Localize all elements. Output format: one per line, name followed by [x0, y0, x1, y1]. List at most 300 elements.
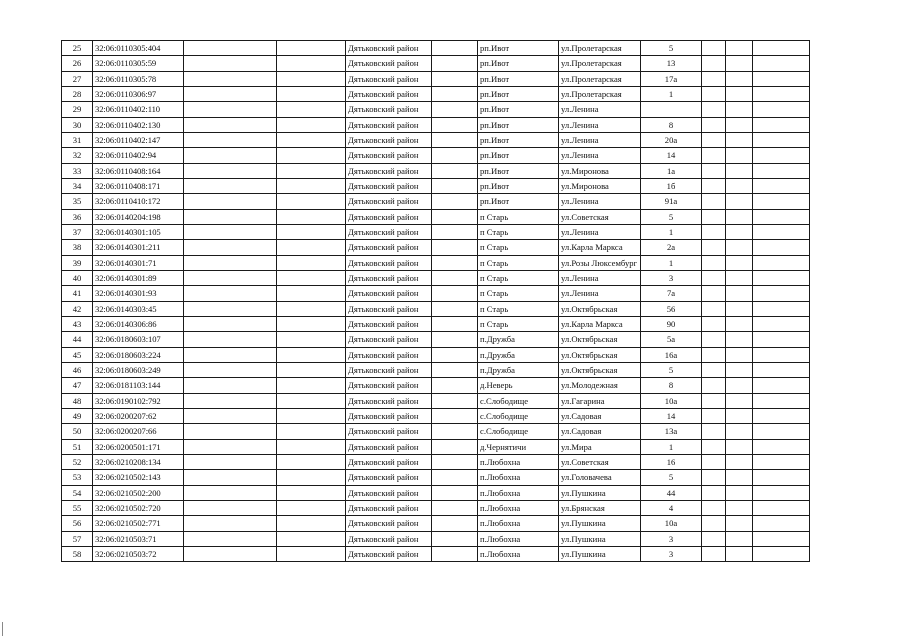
- empty-cell: [277, 240, 346, 255]
- table-row: [62, 71, 810, 86]
- cadastral-number: 32:06:0210502:200: [93, 485, 184, 500]
- row-number: 50: [62, 424, 93, 439]
- empty-cell: [277, 378, 346, 393]
- empty-cell: [702, 516, 726, 531]
- district-name: Дятьковский район: [346, 546, 432, 561]
- empty-cell: [277, 71, 346, 86]
- empty-cell: [277, 163, 346, 178]
- street-name: ул.Октябрьская: [559, 362, 641, 377]
- empty-cell: [277, 516, 346, 531]
- empty-cell: [726, 209, 753, 224]
- district-name: Дятьковский район: [346, 117, 432, 132]
- row-number: 43: [62, 316, 93, 331]
- empty-cell: [184, 378, 277, 393]
- empty-cell: [753, 286, 810, 301]
- empty-cell: [277, 132, 346, 147]
- table-row: [62, 194, 810, 209]
- house-number: 1: [641, 86, 702, 101]
- house-number: 2а: [641, 240, 702, 255]
- empty-cell: [432, 117, 478, 132]
- empty-cell: [753, 102, 810, 117]
- table-row: [62, 347, 810, 362]
- empty-cell: [726, 393, 753, 408]
- settlement-name: п.Любохна: [478, 485, 559, 500]
- empty-cell: [726, 332, 753, 347]
- empty-cell: [432, 209, 478, 224]
- empty-cell: [726, 102, 753, 117]
- empty-cell: [702, 132, 726, 147]
- row-number: 48: [62, 393, 93, 408]
- empty-cell: [184, 500, 277, 515]
- empty-cell: [753, 209, 810, 224]
- house-number: 10а: [641, 393, 702, 408]
- street-name: ул.Гагарина: [559, 393, 641, 408]
- empty-cell: [184, 485, 277, 500]
- empty-cell: [432, 132, 478, 147]
- empty-cell: [726, 41, 753, 56]
- settlement-name: п.Дружба: [478, 347, 559, 362]
- empty-cell: [184, 408, 277, 423]
- empty-cell: [277, 194, 346, 209]
- empty-cell: [432, 546, 478, 561]
- cadastral-number: 32:06:0180603:107: [93, 332, 184, 347]
- empty-cell: [753, 178, 810, 193]
- empty-cell: [753, 408, 810, 423]
- cadastral-number: 32:06:0200207:66: [93, 424, 184, 439]
- street-name: ул.Ленина: [559, 194, 641, 209]
- cadastral-number: 32:06:0140301:93: [93, 286, 184, 301]
- settlement-name: рп.Ивот: [478, 132, 559, 147]
- table-row: [62, 163, 810, 178]
- street-name: ул.Советская: [559, 209, 641, 224]
- settlement-name: п Старь: [478, 240, 559, 255]
- cadastral-number: 32:06:0110305:78: [93, 71, 184, 86]
- cadastral-number: 32:06:0140301:211: [93, 240, 184, 255]
- district-name: Дятьковский район: [346, 439, 432, 454]
- street-name: ул.Ленина: [559, 148, 641, 163]
- empty-cell: [184, 255, 277, 270]
- settlement-name: с.Слободище: [478, 424, 559, 439]
- table-row: [62, 316, 810, 331]
- house-number: 1: [641, 224, 702, 239]
- street-name: ул.Ленина: [559, 102, 641, 117]
- table-row: [62, 408, 810, 423]
- settlement-name: п Старь: [478, 255, 559, 270]
- empty-cell: [726, 470, 753, 485]
- district-name: Дятьковский район: [346, 408, 432, 423]
- empty-cell: [277, 347, 346, 362]
- street-name: ул.Пролетарская: [559, 71, 641, 86]
- cadastral-number: 32:06:0140301:89: [93, 270, 184, 285]
- street-name: ул.Ленина: [559, 270, 641, 285]
- table-row: [62, 378, 810, 393]
- empty-cell: [184, 102, 277, 117]
- empty-cell: [277, 439, 346, 454]
- house-number: 5: [641, 209, 702, 224]
- street-name: ул.Пушкина: [559, 516, 641, 531]
- empty-cell: [277, 332, 346, 347]
- cadastral-number: 32:06:0110402:130: [93, 117, 184, 132]
- empty-cell: [432, 270, 478, 285]
- cadastral-number: 32:06:0190102:792: [93, 393, 184, 408]
- row-number: 36: [62, 209, 93, 224]
- row-number: 45: [62, 347, 93, 362]
- empty-cell: [753, 240, 810, 255]
- district-name: Дятьковский район: [346, 500, 432, 515]
- house-number: 10а: [641, 516, 702, 531]
- house-number: 4: [641, 500, 702, 515]
- empty-cell: [432, 71, 478, 86]
- empty-cell: [184, 546, 277, 561]
- table-row: [62, 332, 810, 347]
- empty-cell: [277, 41, 346, 56]
- empty-cell: [753, 546, 810, 561]
- empty-cell: [753, 316, 810, 331]
- empty-cell: [753, 516, 810, 531]
- empty-cell: [702, 86, 726, 101]
- empty-cell: [702, 178, 726, 193]
- empty-cell: [702, 209, 726, 224]
- row-number: 29: [62, 102, 93, 117]
- cadastral-number: 32:06:0110402:94: [93, 148, 184, 163]
- district-name: Дятьковский район: [346, 516, 432, 531]
- cadastral-number: 32:06:0140301:105: [93, 224, 184, 239]
- house-number: 16а: [641, 347, 702, 362]
- empty-cell: [753, 485, 810, 500]
- empty-cell: [184, 270, 277, 285]
- empty-cell: [184, 316, 277, 331]
- district-name: Дятьковский район: [346, 531, 432, 546]
- empty-cell: [753, 163, 810, 178]
- empty-cell: [432, 531, 478, 546]
- empty-cell: [277, 224, 346, 239]
- district-name: Дятьковский район: [346, 209, 432, 224]
- settlement-name: п.Любохна: [478, 500, 559, 515]
- empty-cell: [432, 485, 478, 500]
- empty-cell: [726, 132, 753, 147]
- district-name: Дятьковский район: [346, 378, 432, 393]
- empty-cell: [702, 163, 726, 178]
- district-name: Дятьковский район: [346, 393, 432, 408]
- empty-cell: [702, 240, 726, 255]
- empty-cell: [432, 286, 478, 301]
- empty-cell: [277, 270, 346, 285]
- table-row: [62, 470, 810, 485]
- empty-cell: [753, 255, 810, 270]
- row-number: 58: [62, 546, 93, 561]
- empty-cell: [277, 286, 346, 301]
- empty-cell: [432, 41, 478, 56]
- table-row: [62, 424, 810, 439]
- district-name: Дятьковский район: [346, 270, 432, 285]
- empty-cell: [753, 86, 810, 101]
- empty-cell: [277, 362, 346, 377]
- empty-cell: [702, 41, 726, 56]
- street-name: ул.Ленина: [559, 224, 641, 239]
- empty-cell: [726, 255, 753, 270]
- house-number: 13: [641, 56, 702, 71]
- cadastral-number: 32:06:0180603:249: [93, 362, 184, 377]
- district-name: Дятьковский район: [346, 286, 432, 301]
- street-name: ул.Миронова: [559, 178, 641, 193]
- settlement-name: п.Любохна: [478, 516, 559, 531]
- empty-cell: [432, 178, 478, 193]
- cadastral-number: 32:06:0110410:172: [93, 194, 184, 209]
- empty-cell: [702, 332, 726, 347]
- settlement-name: рп.Ивот: [478, 163, 559, 178]
- empty-cell: [184, 209, 277, 224]
- table-row: [62, 56, 810, 71]
- empty-cell: [726, 86, 753, 101]
- street-name: ул.Карла Маркса: [559, 316, 641, 331]
- empty-cell: [702, 56, 726, 71]
- empty-cell: [184, 178, 277, 193]
- table-row: [62, 270, 810, 285]
- district-name: Дятьковский район: [346, 301, 432, 316]
- empty-cell: [753, 378, 810, 393]
- street-name: ул.Брянская: [559, 500, 641, 515]
- house-number: 20а: [641, 132, 702, 147]
- settlement-name: п Старь: [478, 286, 559, 301]
- empty-cell: [432, 424, 478, 439]
- row-number: 32: [62, 148, 93, 163]
- empty-cell: [753, 470, 810, 485]
- house-number: 91а: [641, 194, 702, 209]
- row-number: 26: [62, 56, 93, 71]
- empty-cell: [726, 347, 753, 362]
- row-number: 34: [62, 178, 93, 193]
- empty-cell: [277, 546, 346, 561]
- row-number: 49: [62, 408, 93, 423]
- empty-cell: [432, 439, 478, 454]
- empty-cell: [277, 454, 346, 469]
- settlement-name: рп.Ивот: [478, 178, 559, 193]
- settlement-name: с.Слободище: [478, 408, 559, 423]
- empty-cell: [753, 424, 810, 439]
- house-number: 5: [641, 470, 702, 485]
- district-name: Дятьковский район: [346, 102, 432, 117]
- empty-cell: [432, 378, 478, 393]
- row-number: 35: [62, 194, 93, 209]
- empty-cell: [702, 301, 726, 316]
- empty-cell: [184, 362, 277, 377]
- empty-cell: [726, 270, 753, 285]
- settlement-name: п Старь: [478, 224, 559, 239]
- table-row: [62, 454, 810, 469]
- empty-cell: [702, 531, 726, 546]
- district-name: Дятьковский район: [346, 132, 432, 147]
- street-name: ул.Октябрьская: [559, 301, 641, 316]
- empty-cell: [432, 500, 478, 515]
- row-number: 53: [62, 470, 93, 485]
- empty-cell: [277, 255, 346, 270]
- row-number: 52: [62, 454, 93, 469]
- settlement-name: д.Чернятичи: [478, 439, 559, 454]
- cadastral-number: 32:06:0110402:147: [93, 132, 184, 147]
- empty-cell: [184, 301, 277, 316]
- empty-cell: [432, 163, 478, 178]
- cadastral-number: 32:06:0110305:404: [93, 41, 184, 56]
- house-number: 1: [641, 439, 702, 454]
- empty-cell: [184, 454, 277, 469]
- district-name: Дятьковский район: [346, 71, 432, 86]
- table-row: [62, 531, 810, 546]
- table-row: [62, 393, 810, 408]
- settlement-name: рп.Ивот: [478, 194, 559, 209]
- empty-cell: [726, 531, 753, 546]
- cadastral-number: 32:06:0110306:97: [93, 86, 184, 101]
- empty-cell: [432, 516, 478, 531]
- empty-cell: [432, 362, 478, 377]
- empty-cell: [726, 454, 753, 469]
- empty-cell: [702, 255, 726, 270]
- empty-cell: [726, 362, 753, 377]
- settlement-name: п Старь: [478, 316, 559, 331]
- empty-cell: [726, 163, 753, 178]
- empty-cell: [432, 301, 478, 316]
- row-number: 54: [62, 485, 93, 500]
- settlement-name: д.Неверь: [478, 378, 559, 393]
- empty-cell: [702, 316, 726, 331]
- empty-cell: [702, 408, 726, 423]
- street-name: ул.Октябрьская: [559, 332, 641, 347]
- table-row: [62, 485, 810, 500]
- row-number: 44: [62, 332, 93, 347]
- settlement-name: рп.Ивот: [478, 86, 559, 101]
- empty-cell: [753, 224, 810, 239]
- row-number: 38: [62, 240, 93, 255]
- empty-cell: [277, 531, 346, 546]
- cadastral-number: 32:06:0110402:110: [93, 102, 184, 117]
- cadastral-number: 32:06:0210502:720: [93, 500, 184, 515]
- house-number: 17а: [641, 71, 702, 86]
- cadastral-number: 32:06:0140204:198: [93, 209, 184, 224]
- house-number: 1а: [641, 163, 702, 178]
- row-number: 37: [62, 224, 93, 239]
- street-name: ул.Розы Люксембург: [559, 255, 641, 270]
- empty-cell: [702, 393, 726, 408]
- district-name: Дятьковский район: [346, 347, 432, 362]
- cadastral-number: 32:06:0210503:71: [93, 531, 184, 546]
- cadastral-number: 32:06:0210208:134: [93, 454, 184, 469]
- empty-cell: [726, 500, 753, 515]
- registry-table: [61, 40, 810, 562]
- settlement-name: п.Дружба: [478, 362, 559, 377]
- row-number: 47: [62, 378, 93, 393]
- empty-cell: [726, 148, 753, 163]
- empty-cell: [726, 71, 753, 86]
- cadastral-number: 32:06:0180603:224: [93, 347, 184, 362]
- house-number: 13а: [641, 424, 702, 439]
- cadastral-number: 32:06:0110408:164: [93, 163, 184, 178]
- empty-cell: [184, 71, 277, 86]
- house-number: 8: [641, 378, 702, 393]
- empty-cell: [753, 301, 810, 316]
- cadastral-number: 32:06:0200501:171: [93, 439, 184, 454]
- empty-cell: [184, 148, 277, 163]
- street-name: ул.Миронова: [559, 163, 641, 178]
- empty-cell: [702, 362, 726, 377]
- street-name: ул.Карла Маркса: [559, 240, 641, 255]
- empty-cell: [432, 102, 478, 117]
- cadastral-number: 32:06:0140303:45: [93, 301, 184, 316]
- empty-cell: [277, 500, 346, 515]
- empty-cell: [726, 316, 753, 331]
- empty-cell: [726, 117, 753, 132]
- house-number: 8: [641, 117, 702, 132]
- table-row: [62, 286, 810, 301]
- row-number: 46: [62, 362, 93, 377]
- street-name: ул.Ленина: [559, 132, 641, 147]
- empty-cell: [726, 194, 753, 209]
- street-name: ул.Октябрьская: [559, 347, 641, 362]
- empty-cell: [702, 194, 726, 209]
- table-row: [62, 224, 810, 239]
- row-number: 25: [62, 41, 93, 56]
- table-row: [62, 362, 810, 377]
- table-row: [62, 255, 810, 270]
- empty-cell: [753, 270, 810, 285]
- empty-cell: [702, 378, 726, 393]
- settlement-name: п.Любохна: [478, 454, 559, 469]
- empty-cell: [277, 102, 346, 117]
- district-name: Дятьковский район: [346, 178, 432, 193]
- empty-cell: [277, 117, 346, 132]
- empty-cell: [184, 41, 277, 56]
- empty-cell: [726, 286, 753, 301]
- district-name: Дятьковский район: [346, 362, 432, 377]
- house-number: 1: [641, 255, 702, 270]
- settlement-name: с.Слободище: [478, 393, 559, 408]
- district-name: Дятьковский район: [346, 194, 432, 209]
- row-number: 42: [62, 301, 93, 316]
- empty-cell: [726, 516, 753, 531]
- row-number: 31: [62, 132, 93, 147]
- empty-cell: [277, 301, 346, 316]
- empty-cell: [726, 224, 753, 239]
- empty-cell: [277, 148, 346, 163]
- empty-cell: [702, 439, 726, 454]
- registry-table-body: [62, 41, 810, 562]
- house-number: 90: [641, 316, 702, 331]
- street-name: ул.Мира: [559, 439, 641, 454]
- empty-cell: [726, 546, 753, 561]
- empty-cell: [277, 316, 346, 331]
- empty-cell: [184, 531, 277, 546]
- empty-cell: [277, 424, 346, 439]
- district-name: Дятьковский район: [346, 86, 432, 101]
- empty-cell: [702, 424, 726, 439]
- empty-cell: [702, 500, 726, 515]
- empty-cell: [753, 117, 810, 132]
- street-name: ул.Садовая: [559, 424, 641, 439]
- empty-cell: [277, 86, 346, 101]
- empty-cell: [432, 454, 478, 469]
- empty-cell: [753, 71, 810, 86]
- settlement-name: п.Любохна: [478, 470, 559, 485]
- empty-cell: [702, 454, 726, 469]
- empty-cell: [184, 132, 277, 147]
- empty-cell: [184, 240, 277, 255]
- street-name: ул.Пушкина: [559, 485, 641, 500]
- cadastral-number: 32:06:0110305:59: [93, 56, 184, 71]
- empty-cell: [184, 347, 277, 362]
- table-row: [62, 178, 810, 193]
- empty-cell: [702, 286, 726, 301]
- cadastral-number: 32:06:0210502:143: [93, 470, 184, 485]
- empty-cell: [432, 316, 478, 331]
- cadastral-number: 32:06:0210503:72: [93, 546, 184, 561]
